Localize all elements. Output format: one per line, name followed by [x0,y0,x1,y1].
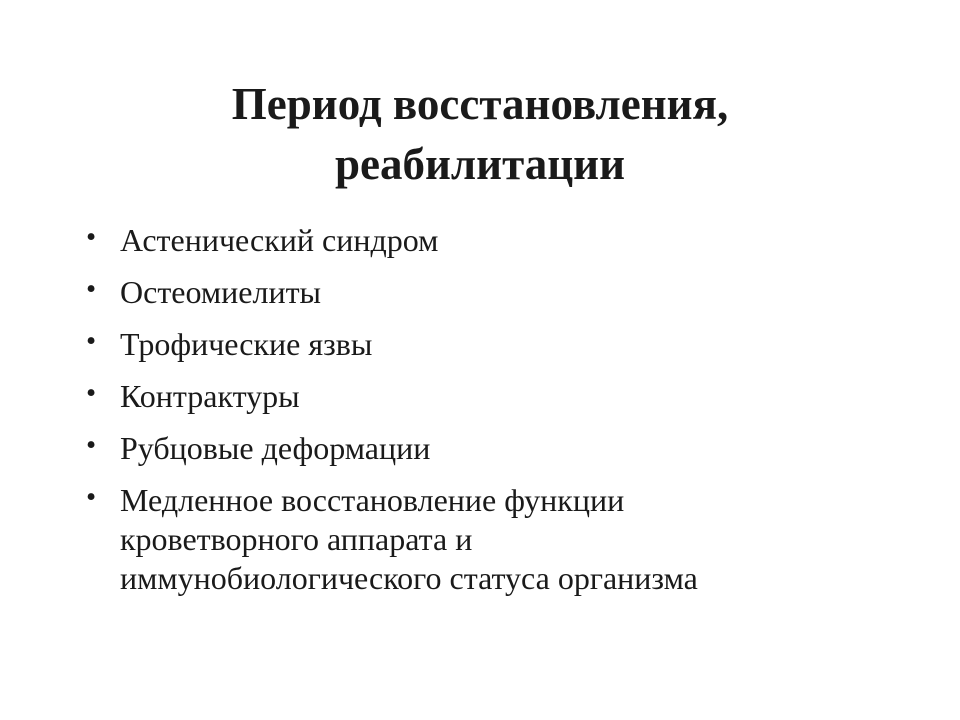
bullet-marker: • [86,221,97,253]
bullet-text-line: кроветворного аппарата и [120,521,473,557]
bullet-item-trophic-ulcers [80,325,900,364]
bullet-text [120,429,900,468]
bullet-text-line: иммунобиологического статуса организма [120,560,698,596]
bullet-item-contractures [80,377,900,416]
bullet-text-line: Остеомиелиты [120,274,322,310]
bullet-text-line: Астенический синдром [120,222,439,258]
slide-title [80,74,880,194]
bullet-text [120,221,900,260]
bullet-text-line: Медленное восстановление функции [120,482,625,518]
bullet-text-line: Контрактуры [120,378,300,414]
bullet-list [80,221,900,611]
bullet-marker: • [86,429,97,461]
bullet-text [120,481,900,598]
bullet-marker: • [86,481,97,513]
bullet-text [120,377,900,416]
bullet-item-slow-recovery [80,481,900,598]
bullet-marker: • [86,377,97,409]
bullet-item-scar-deformities [80,429,900,468]
bullet-marker: • [86,325,97,357]
slide-title-line-2: реабилитации [334,139,626,189]
bullet-marker: • [86,273,97,305]
bullet-item-osteomyelitis [80,273,900,312]
bullet-text-line: Рубцовые деформации [120,430,431,466]
bullet-text [120,273,900,312]
bullet-item-asthenic-syndrome [80,221,900,260]
slide-title-line-1: Период восстановления, [231,79,729,129]
bullet-text-line: Трофические язвы [120,326,373,362]
bullet-text [120,325,900,364]
